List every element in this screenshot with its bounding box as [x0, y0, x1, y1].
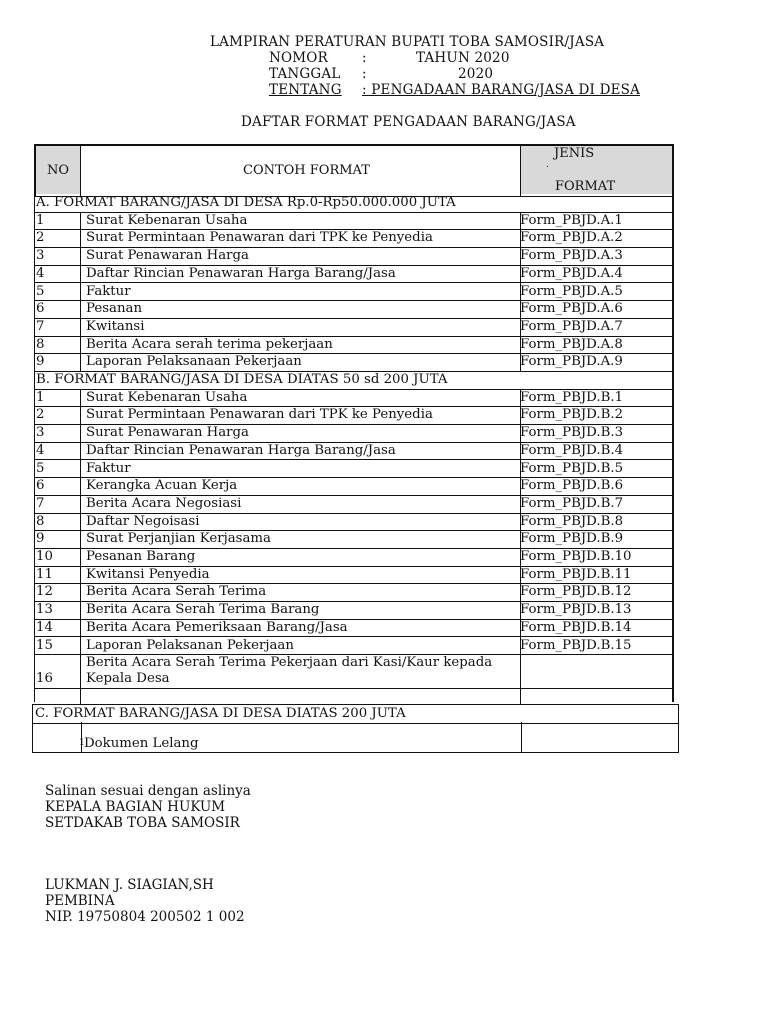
row-no: 9 — [36, 354, 45, 370]
row-no: 13 — [36, 602, 53, 618]
row-no: 14 — [36, 619, 53, 635]
row-no: 7 — [36, 495, 45, 511]
row-no: 9 — [36, 531, 45, 547]
row-format-name: Daftar Negoisasi — [86, 513, 200, 529]
footer-line-3: SETDAKAB TOBA SAMOSIR — [45, 815, 240, 831]
table-row — [34, 229, 674, 248]
header-dot: . — [546, 160, 549, 170]
row-format-name: Pesanan — [86, 301, 143, 317]
row-form-code: Form_PBJD.A.1 — [520, 212, 623, 228]
table-row — [34, 424, 674, 443]
row-format-name: Daftar Rincian Penawaran Harga Barang/Jasa — [86, 442, 396, 458]
table-row — [34, 247, 674, 266]
table-row — [34, 300, 674, 319]
row-format-name: Laporan Pelaksanan Pekerjaan — [86, 637, 294, 653]
footer-line-1: Salinan sesuai dengan aslinya — [45, 783, 251, 799]
row-format-name: Faktur — [86, 283, 131, 299]
row-format-name: Pesanan Barang — [86, 549, 196, 564]
section-b-row — [34, 371, 674, 390]
table-header-row — [34, 144, 674, 197]
signer-rank: PEMBINA — [45, 893, 115, 909]
nomor-value: TAHUN 2020 — [416, 50, 510, 66]
header-format: FORMAT — [555, 179, 616, 194]
row-form-code: Form_PBJD.B.2 — [520, 407, 624, 423]
table-row — [34, 389, 674, 408]
document-title: DAFTAR FORMAT PENGADAAN BARANG/JASA — [241, 114, 576, 130]
row-format-name: Surat Penawaran Harga — [86, 425, 249, 441]
header-line-1: LAMPIRAN PERATURAN BUPATI TOBA SAMOSIR/JASA — [210, 34, 605, 50]
row-format-name: Surat Permintaan Penawaran dari TPK ke Penyedia — [86, 230, 433, 246]
row-format-name: Dokumen Lelang — [84, 736, 199, 752]
row-no: 11 — [36, 566, 53, 582]
row-format-name: Faktur — [86, 460, 131, 476]
row-format-name: Kwitansi Penyedia — [86, 566, 210, 582]
tentang-value: : PENGADAAN BARANG/JASA DI DESA — [362, 82, 641, 98]
row-form-code: Form_PBJD.B.3 — [520, 425, 624, 441]
footer-line-2: KEPALA BAGIAN HUKUM — [45, 799, 226, 815]
row-format-name: Surat Perjanjian Kerjasama — [86, 531, 271, 547]
row-format-name: Kerangka Acuan Kerja — [86, 478, 238, 494]
row-form-code: Form_PBJD.B.9 — [520, 531, 624, 547]
row-no: 10 — [36, 549, 53, 564]
row-no: 2 — [36, 407, 45, 423]
row-no: 5 — [36, 460, 45, 476]
tanggal-sep: : — [362, 66, 367, 82]
tanggal-value: 2020 — [458, 66, 494, 82]
table-row — [34, 601, 674, 620]
row-format-name: Berita Acara Serah Terima Barang — [86, 602, 320, 618]
row-form-code: Form_PBJD.B.10 — [520, 549, 632, 564]
row-form-code: Form_PBJD.B.13 — [520, 602, 632, 618]
table-row — [34, 619, 674, 638]
row-no: 2 — [36, 230, 45, 246]
signer-name: LUKMAN J. SIAGIAN,SH — [45, 877, 214, 893]
empty-row — [34, 688, 674, 705]
table-row — [34, 212, 674, 231]
nomor-sep: : — [362, 50, 367, 66]
table-row — [34, 530, 674, 549]
table-row — [34, 283, 674, 302]
row-no: 3 — [36, 248, 45, 264]
table-row — [34, 336, 674, 355]
row-no: 8 — [36, 513, 45, 529]
table-row — [32, 722, 679, 753]
row-form-code: Form_PBJD.B.4 — [520, 442, 624, 458]
row-form-code: Form_PBJD.B.8 — [520, 513, 624, 529]
row-no: 3 — [36, 425, 45, 441]
row-format-name: Surat Kebenaran Usaha — [86, 212, 248, 228]
row-format-name: Kwitansi — [86, 318, 145, 334]
row-form-code: Form_PBJD.B.12 — [520, 584, 632, 600]
row-format-name: Daftar Rincian Penawaran Harga Barang/Jasa — [86, 265, 396, 281]
row-no: 1 — [79, 738, 85, 749]
row-format-name: Laporan Pelaksanaan Pekerjaan — [86, 354, 302, 370]
row-no: 8 — [36, 336, 45, 352]
header-jenis: JENIS — [554, 146, 595, 161]
row-no: 1 — [36, 389, 45, 405]
row-form-code: Form_PBJD.B.5 — [520, 460, 624, 476]
table-row — [34, 442, 674, 461]
section-a-row — [34, 194, 674, 213]
row-format-name-line-1: Berita Acara Serah Terima Pekerjaan dari Kasi/Kaur kepada — [86, 655, 493, 671]
row-no: 4 — [36, 265, 45, 281]
row-format-name: Berita Acara Serah Terima — [86, 584, 267, 600]
row-no: 16 — [36, 671, 53, 687]
row-form-code: Form_PBJD.A.2 — [520, 230, 623, 246]
header-no: NO — [47, 163, 70, 178]
table-row — [34, 477, 674, 496]
row-format-name: Berita Acara Negosiasi — [86, 495, 242, 511]
row-format-name: Surat Permintaan Penawaran dari TPK ke Penyedia — [86, 407, 433, 423]
header-contoh-format: CONTOH FORMAT — [243, 163, 370, 178]
table-row — [34, 637, 674, 656]
row-format-name: Berita Acara serah terima pekerjaan — [86, 336, 333, 352]
row-no: 15 — [36, 637, 53, 653]
row-form-code: Form_PBJD.A.4 — [520, 265, 623, 281]
row-no: 6 — [36, 301, 45, 317]
row-no: 1 — [36, 212, 45, 228]
row-form-code: Form_PBJD.B.14 — [520, 619, 632, 635]
row-form-code: Form_PBJD.A.8 — [520, 336, 623, 352]
section-title: A. FORMAT BARANG/JASA DI DESA Rp.0-Rp50.000.000 JUTA — [36, 195, 456, 210]
row-no: 12 — [36, 584, 53, 600]
row-format-name: Surat Penawaran Harga — [86, 248, 249, 264]
row-form-code: Form_PBJD.B.1 — [520, 389, 624, 405]
table-row — [34, 548, 674, 567]
row-format-name: Surat Kebenaran Usaha — [86, 389, 248, 405]
tentang-label: TENTANG — [269, 82, 342, 98]
row-no: 4 — [36, 442, 45, 458]
table-row — [34, 513, 674, 532]
row-form-code: Form_PBJD.A.5 — [520, 283, 623, 299]
table-row — [34, 583, 674, 602]
row-no: 7 — [36, 318, 45, 334]
table-row — [34, 406, 674, 425]
row-no: 6 — [36, 478, 45, 494]
section-title: B. FORMAT BARANG/JASA DI DESA DIATAS 50 sd 200 JUTA — [36, 372, 448, 387]
row-form-code: Form_PBJD.A.6 — [520, 301, 623, 317]
table-row — [34, 566, 674, 585]
format-table — [34, 144, 674, 754]
signer-nip: NIP. 19750804 200502 1 002 — [45, 909, 245, 925]
table-row — [34, 318, 674, 337]
tanggal-label: TANGGAL — [269, 66, 341, 82]
table-row — [34, 654, 674, 689]
row-form-code: Form_PBJD.B.6 — [520, 478, 624, 494]
row-no: 5 — [36, 283, 45, 299]
row-format-name-line-2: Kepala Desa — [86, 671, 170, 687]
row-form-code: Form_PBJD.A.3 — [520, 248, 623, 264]
row-format-name: Berita Acara Pemeriksaan Barang/Jasa — [86, 619, 348, 635]
row-form-code: Form_PBJD.B.7 — [520, 495, 624, 511]
row-form-code: Form_PBJD.A.9 — [520, 354, 623, 370]
section-title: C. FORMAT BARANG/JASA DI DESA DIATAS 200 JUTA — [35, 706, 406, 722]
row-form-code: Form_PBJD.B.11 — [520, 566, 632, 582]
section-c-row — [32, 704, 679, 724]
nomor-label: NOMOR — [269, 50, 328, 66]
table-row — [34, 265, 674, 284]
table-row — [34, 460, 674, 479]
row-form-code: Form_PBJD.B.15 — [520, 637, 632, 653]
table-row — [34, 353, 674, 372]
table-row — [34, 495, 674, 514]
row-form-code: Form_PBJD.A.7 — [520, 318, 623, 334]
